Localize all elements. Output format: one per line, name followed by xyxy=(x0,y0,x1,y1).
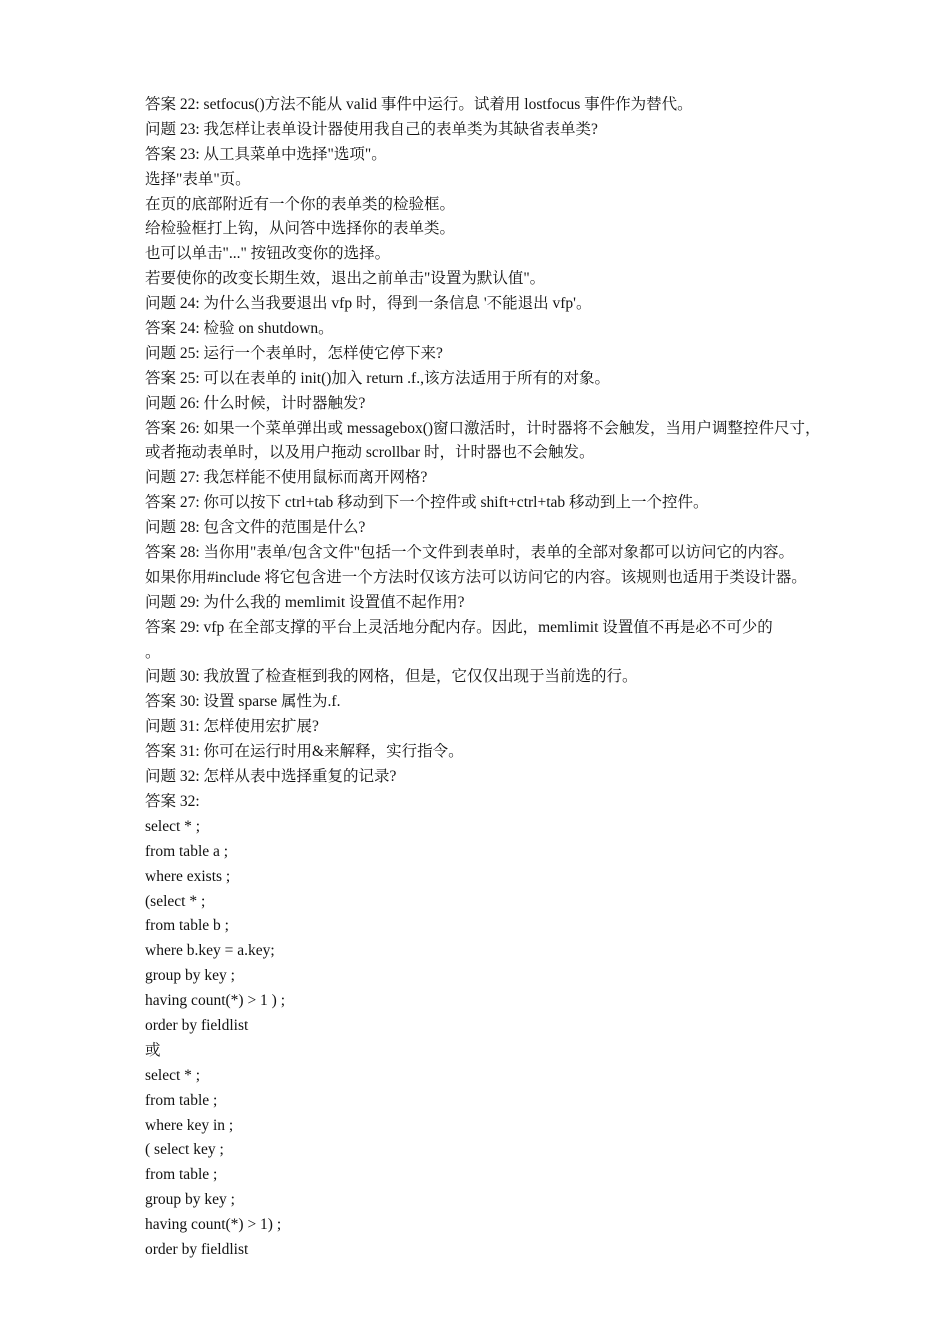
text-line: 问题 31: 怎样使用宏扩展? xyxy=(145,718,319,736)
text-line: having count(*) > 1 ) ; xyxy=(145,992,286,1010)
text-line: 答案 22: setfocus()方法不能从 valid 事件中运行。试着用 lostfocus 事件作为替代。 xyxy=(145,96,693,113)
text-line: 问题 30: 我放置了检查框到我的网格，但是，它仅仅出现于当前选的行。 xyxy=(145,668,638,686)
text-line: 答案 32: xyxy=(145,792,200,810)
text-line: 问题 23: 我怎样让表单设计器使用我自己的表单类为其缺省表单类? xyxy=(145,120,598,138)
text-line: from table ; xyxy=(145,1166,218,1184)
text-line: 也可以单击"..." 按钮改变你的选择。 xyxy=(145,245,391,263)
text-line: where b.key = a.key; xyxy=(145,942,275,960)
text-line: 答案 26: 如果一个菜单弹出或 messagebox()窗口激活时，计时器将不会触发，当用户调整控件尺寸， xyxy=(145,419,821,437)
text-line: 答案 27: 你可以按下 ctrl+tab 移动到下一个控件或 shift+ctrl+tab 移动到上一个控件。 xyxy=(145,494,709,512)
text-line: 答案 25: 可以在表单的 init()加入 return .f.,该方法适用于所有的对象。 xyxy=(145,369,610,387)
document-body xyxy=(145,93,885,1263)
text-line: order by fieldlist xyxy=(145,1016,249,1034)
text-line: 问题 25: 运行一个表单时，怎样使它停下来? xyxy=(145,344,443,362)
text-line: where exists ; xyxy=(145,867,231,885)
text-line: 。 xyxy=(145,643,161,661)
text-line: 答案 30: 设置 sparse 属性为.f. xyxy=(145,693,341,711)
text-line: from table b ; xyxy=(145,917,229,935)
text-line: 答案 23: 从工具菜单中选择"选项"。 xyxy=(145,145,387,163)
text-line: select * ; xyxy=(145,817,201,835)
text-line: group by key ; xyxy=(145,1191,235,1209)
text-line: select * ; xyxy=(145,1066,201,1084)
text-line: 答案 24: 检验 on shutdown。 xyxy=(145,320,334,338)
text-line: where key in ; xyxy=(145,1116,234,1134)
text-line: from table a ; xyxy=(145,842,229,860)
text-line: having count(*) > 1) ; xyxy=(145,1216,282,1234)
text-line: 在页的底部附近有一个你的表单类的检验框。 xyxy=(145,195,456,213)
text-line: 选择"表单"页。 xyxy=(145,170,251,188)
text-line: 问题 32: 怎样从表中选择重复的记录? xyxy=(145,768,397,786)
text-line: order by fieldlist xyxy=(145,1240,249,1258)
text-line: 问题 24: 为什么当我要退出 vfp 时，得到一条信息 '不能退出 vfp'。 xyxy=(145,295,592,313)
text-line: from table ; xyxy=(145,1091,218,1109)
text-line: 给检验框打上钩，从问答中选择你的表单类。 xyxy=(145,220,456,238)
text-line: group by key ; xyxy=(145,967,235,985)
text-line: 问题 27: 我怎样能不使用鼠标而离开网格? xyxy=(145,469,428,487)
text-line: 问题 28: 包含文件的范围是什么? xyxy=(145,519,366,537)
text-line: 问题 26: 什么时候，计时器触发? xyxy=(145,394,366,412)
text-line: 答案 29: vfp 在全部支撑的平台上灵活地分配内存。因此，memlimit 设置值不再是必不可少的 xyxy=(145,618,773,636)
text-line: 或者拖动表单时，以及用户拖动 scrollbar 时，计时器也不会触发。 xyxy=(145,444,595,462)
text-line: (select * ; xyxy=(145,892,206,910)
text-line: ( select key ; xyxy=(145,1141,224,1159)
text-line: 若要使你的改变长期生效，退出之前单击"设置为默认值"。 xyxy=(145,270,546,288)
text-line: 答案 28: 当你用"表单/包含文件"包括一个文件到表单时，表单的全部对象都可以访问它的内容。 xyxy=(145,544,795,562)
text-line: 如果你用#include 将它包含进一个方法时仅该方法可以访问它的内容。该规则也适用于类设计器。 xyxy=(145,568,807,586)
text-line: 或 xyxy=(145,1041,161,1059)
text-line: 问题 29: 为什么我的 memlimit 设置值不起作用? xyxy=(145,593,465,611)
text-line: 答案 31: 你可在运行时用&来解释，实行指令。 xyxy=(145,743,464,761)
